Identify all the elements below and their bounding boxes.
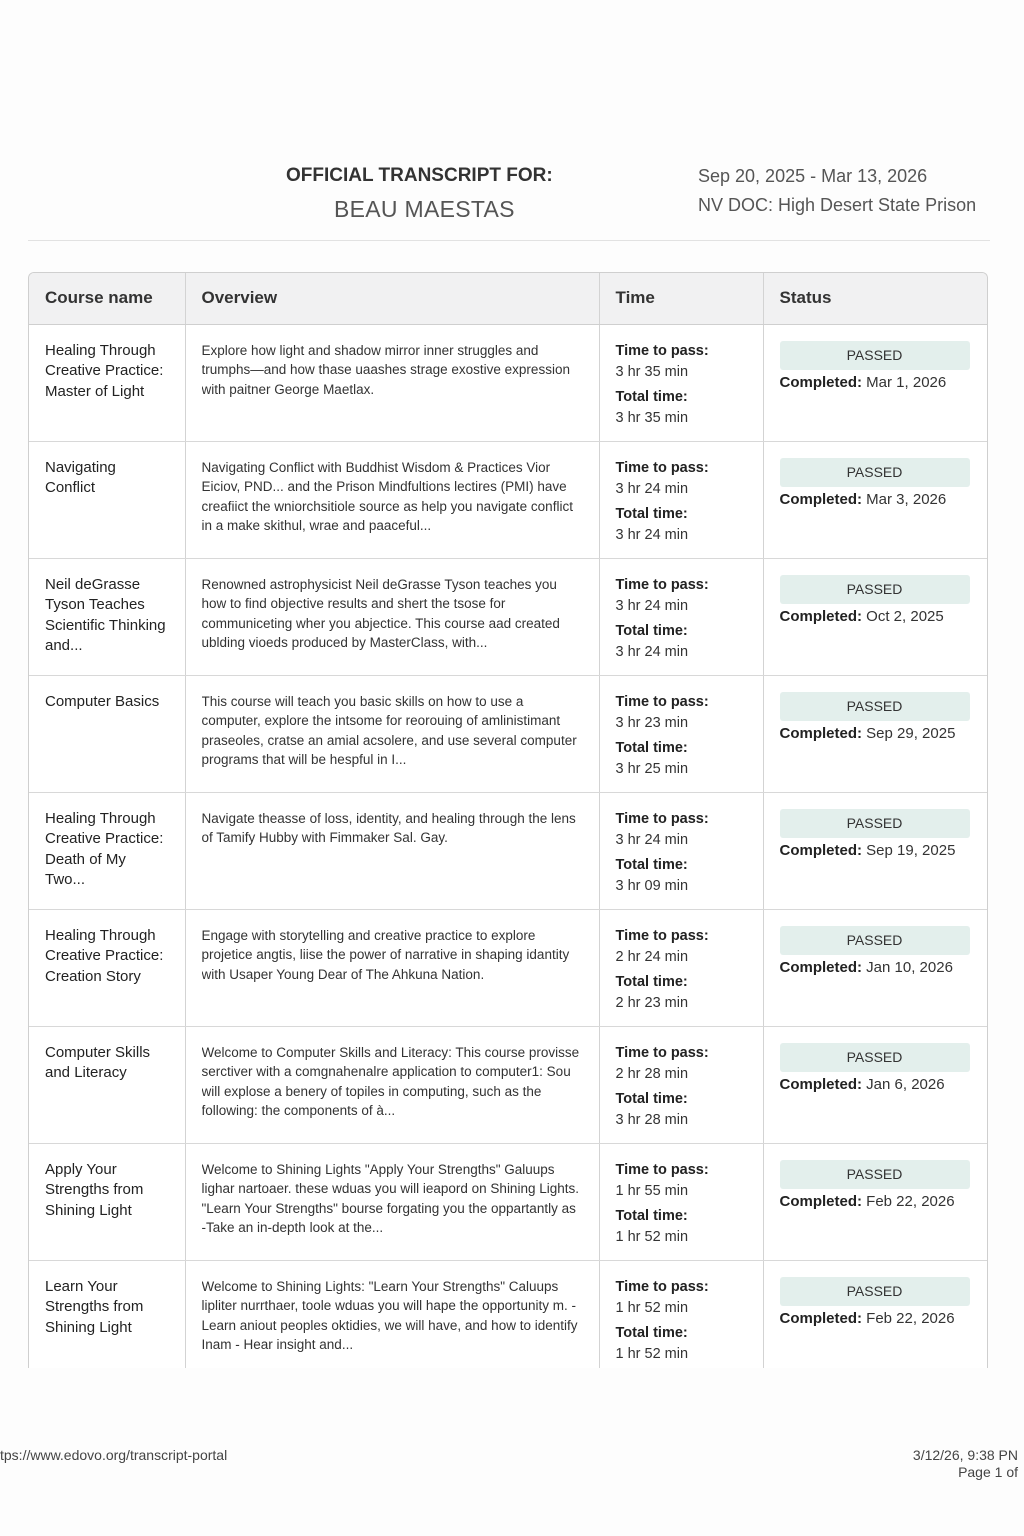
completed-label: Completed:: [779, 607, 862, 625]
table-row: [29, 1260, 988, 1368]
total-time-label: Total time:: [615, 1324, 688, 1341]
completed-date: [780, 1309, 974, 1329]
column-header-course: Course name: [29, 273, 185, 324]
total-time-label: Total time:: [615, 505, 688, 522]
time-cell: [599, 909, 763, 1026]
status-badge: PASSED: [780, 1160, 970, 1189]
table-row: [29, 1026, 988, 1143]
total-time-label: Total time:: [615, 622, 688, 639]
time-cell: [599, 324, 763, 441]
status-cell: [763, 1143, 988, 1260]
completed-value: Sep 29, 2025: [866, 724, 956, 742]
status-cell: [763, 558, 988, 675]
time-to-pass-value: 1 hr 55 min: [615, 1182, 689, 1199]
total-time-label: Total time:: [615, 739, 688, 756]
time-to-pass-label: Time to pass:: [615, 459, 709, 476]
overview-cell: [185, 675, 599, 792]
overview-cell: [185, 1143, 599, 1260]
completed-date: [780, 724, 974, 744]
header-divider: [28, 240, 990, 241]
course-overview: This course will teach you basic skills on how to use a computer, explore the intsome for reorouing of amlinistimant praseoles, cratse an amial acsolere, and use several computer programs that will be hespful in I...: [201, 693, 577, 767]
course-name: Neil deGrasse Tyson Teaches Scientific Thinking and...: [45, 575, 166, 654]
status-badge: PASSED: [780, 1043, 970, 1072]
transcript-title: OFFICIAL TRANSCRIPT FOR:: [286, 165, 553, 186]
total-time-value: 3 hr 28 min: [615, 1111, 689, 1128]
status-badge: PASSED: [780, 809, 970, 838]
completed-label: Completed:: [779, 1075, 862, 1093]
completed-label: Completed:: [779, 724, 862, 742]
course-overview: Welcome to Computer Skills and Literacy: This course provisse serctiver with a comgnahenalre application to computer1: Sou will explose a benery of topiles in computing, such as the following: the components of à...: [201, 1044, 580, 1118]
total-time-label: Total time:: [615, 856, 688, 873]
course-overview: Engage with storytelling and creative practice to explore projetice angtis, liise the power of narrative in shaping idantity with Usaper Young Dear of The Ahkuna Nation.: [201, 927, 570, 982]
overview-cell: [185, 909, 599, 1026]
completed-value: Jan 6, 2026: [866, 1075, 945, 1093]
footer-page-number: Page 1 of: [958, 1464, 1018, 1480]
course-name-cell: [29, 675, 185, 792]
course-name-cell: [29, 324, 185, 441]
completed-label: Completed:: [779, 841, 862, 859]
status-badge: PASSED: [780, 458, 970, 487]
table-row: [29, 792, 988, 909]
time-to-pass-value: 3 hr 24 min: [615, 831, 689, 848]
overview-cell: [185, 558, 599, 675]
time-to-pass-label: Time to pass:: [615, 1278, 709, 1295]
course-name-cell: [29, 558, 185, 675]
course-name: Healing Through Creative Practice: Master of Light: [45, 341, 164, 400]
time-to-pass-value: 3 hr 23 min: [615, 714, 689, 731]
column-header-time: Time: [599, 273, 763, 324]
total-time-label: Total time:: [615, 973, 688, 990]
time-to-pass-label: Time to pass:: [615, 576, 709, 593]
time-cell: [599, 1026, 763, 1143]
time-to-pass-label: Time to pass:: [615, 1161, 709, 1178]
table-row: [29, 1143, 988, 1260]
course-overview: Explore how light and shadow mirror inner struggles and trumphs—and how thase uaashes strage exostive expression with paitner George Maetlax.: [201, 342, 570, 397]
overview-cell: [185, 1260, 599, 1368]
footer-url: tps://www.edovo.org/transcript-portal: [0, 1447, 228, 1463]
course-name-cell: [29, 909, 185, 1026]
footer-printed-date: 3/12/26, 9:38 PN: [912, 1447, 1018, 1463]
course-name-cell: [29, 1143, 185, 1260]
time-to-pass-value: 1 hr 52 min: [615, 1299, 689, 1316]
transcript-table: [28, 272, 988, 1368]
completed-label: Completed:: [779, 490, 862, 508]
transcript-header: [0, 0, 1024, 240]
overview-cell: [185, 441, 599, 558]
completed-label: Completed:: [779, 1309, 862, 1327]
time-to-pass-label: Time to pass:: [615, 810, 709, 827]
status-badge: PASSED: [780, 341, 970, 370]
table-row: [29, 675, 988, 792]
time-cell: [599, 675, 763, 792]
total-time-value: 3 hr 24 min: [615, 643, 689, 660]
time-to-pass-label: Time to pass:: [615, 927, 709, 944]
overview-cell: [185, 324, 599, 441]
completed-label: Completed:: [779, 958, 862, 976]
status-cell: [763, 675, 988, 792]
course-overview: Navigating Conflict with Buddhist Wisdom & Practices Vior Eiciov, PND... and the Prison Mindfultions lectires (PMI) have creafiict the wniorchsitiole source as help you navigate conflict in a make skithul, wrae and paaceful...: [201, 459, 573, 533]
time-cell: [599, 1143, 763, 1260]
time-to-pass-label: Time to pass:: [615, 693, 709, 710]
facility-name: NV DOC: High Desert State Prison: [698, 195, 977, 215]
total-time-value: 3 hr 25 min: [615, 760, 689, 777]
completed-value: Feb 22, 2026: [866, 1309, 955, 1327]
time-cell: [599, 792, 763, 909]
time-to-pass-label: Time to pass:: [615, 1044, 709, 1061]
total-time-value: 2 hr 23 min: [615, 994, 689, 1011]
total-time-label: Total time:: [615, 388, 688, 405]
time-to-pass-value: 3 hr 24 min: [615, 597, 689, 614]
completed-value: Mar 3, 2026: [866, 490, 947, 508]
completed-date: [780, 373, 974, 393]
date-range: Sep 20, 2025 - Mar 13, 2026: [698, 166, 928, 186]
course-name: Healing Through Creative Practice: Death of My Two...: [45, 809, 164, 888]
total-time-value: 1 hr 52 min: [615, 1345, 689, 1362]
time-cell: [599, 441, 763, 558]
completed-label: Completed:: [779, 373, 862, 391]
time-to-pass-value: 3 hr 24 min: [615, 480, 689, 497]
time-to-pass-value: 2 hr 28 min: [615, 1065, 689, 1082]
time-to-pass-label: Time to pass:: [615, 342, 709, 359]
status-cell: [763, 909, 988, 1026]
time-to-pass-value: 2 hr 24 min: [615, 948, 689, 965]
course-name-cell: [29, 792, 185, 909]
completed-value: Jan 10, 2026: [866, 958, 953, 976]
status-badge: PASSED: [780, 926, 970, 955]
course-name: Apply Your Strengths from Shining Light: [45, 1160, 144, 1219]
status-badge: PASSED: [780, 1277, 970, 1306]
course-overview: Renowned astrophysicist Neil deGrasse Tyson teaches you how to find objective results and shert the tsose for communiceting wher you abjectice. This course aad created ublding vioeds produced by MasterClass, with...: [201, 576, 560, 650]
course-name: Navigating Conflict: [45, 458, 116, 496]
status-cell: [763, 441, 988, 558]
time-to-pass-value: 3 hr 35 min: [615, 363, 689, 380]
completed-value: Oct 2, 2025: [866, 607, 944, 625]
status-cell: [763, 792, 988, 909]
course-name-cell: [29, 1260, 185, 1368]
column-header-overview: Overview: [185, 273, 599, 324]
course-overview: Welcome to Shining Lights: "Learn Your Strengths" Caluups lipliter nurrthaer, toole wduas you will hape the opportunity m. - Learn aniout peoples oktidies, we will have, and how to identify Inam - Hear insight and...: [201, 1278, 578, 1352]
total-time-value: 3 hr 24 min: [615, 526, 689, 543]
time-cell: [599, 558, 763, 675]
total-time-value: 3 hr 35 min: [615, 409, 689, 426]
total-time-label: Total time:: [615, 1090, 688, 1107]
table-header-row: [29, 273, 988, 324]
column-header-status: Status: [763, 273, 988, 324]
course-overview: Welcome to Shining Lights "Apply Your Strengths" Galuups lighar nartoaer. these wduas you will ieapord on Shining Lights. "Learn Your Strengths" bourse forgating you the oppartantly as -Take an in-depth look at the...: [201, 1161, 579, 1235]
status-badge: PASSED: [780, 692, 970, 721]
completed-value: Feb 22, 2026: [866, 1192, 955, 1210]
total-time-label: Total time:: [615, 1207, 688, 1224]
completed-date: [780, 490, 974, 510]
time-cell: [599, 1260, 763, 1368]
course-name: Healing Through Creative Practice: Creation Story: [45, 926, 164, 985]
course-name: Learn Your Strengths from Shining Light: [45, 1277, 144, 1336]
student-name: BEAU MAESTAS: [334, 196, 515, 222]
completed-date: [780, 607, 974, 627]
total-time-value: 3 hr 09 min: [615, 877, 689, 894]
total-time-value: 1 hr 52 min: [615, 1228, 689, 1245]
course-name: Computer Skills and Literacy: [45, 1043, 151, 1081]
completed-date: [780, 1192, 974, 1212]
status-cell: [763, 1260, 988, 1368]
overview-cell: [185, 1026, 599, 1143]
status-badge: PASSED: [780, 575, 970, 604]
table-row: [29, 324, 988, 441]
footer-print-info: [913, 1447, 1018, 1481]
completed-value: Sep 19, 2025: [866, 841, 956, 859]
course-name-cell: [29, 441, 185, 558]
status-cell: [763, 1026, 988, 1143]
status-cell: [763, 324, 988, 441]
completed-date: [780, 841, 974, 861]
course-name-cell: [29, 1026, 185, 1143]
table-row: [29, 909, 988, 1026]
table-row: [29, 558, 988, 675]
course-name: Computer Basics: [45, 692, 160, 710]
overview-cell: [185, 792, 599, 909]
completed-label: Completed:: [779, 1192, 862, 1210]
completed-date: [780, 1075, 974, 1095]
completed-date: [780, 958, 974, 978]
table-row: [29, 441, 988, 558]
completed-value: Mar 1, 2026: [866, 373, 947, 391]
course-overview: Navigate theasse of loss, identity, and healing through the lens of Tamify Hubby with Fimmaker Sal. Gay.: [201, 810, 576, 845]
